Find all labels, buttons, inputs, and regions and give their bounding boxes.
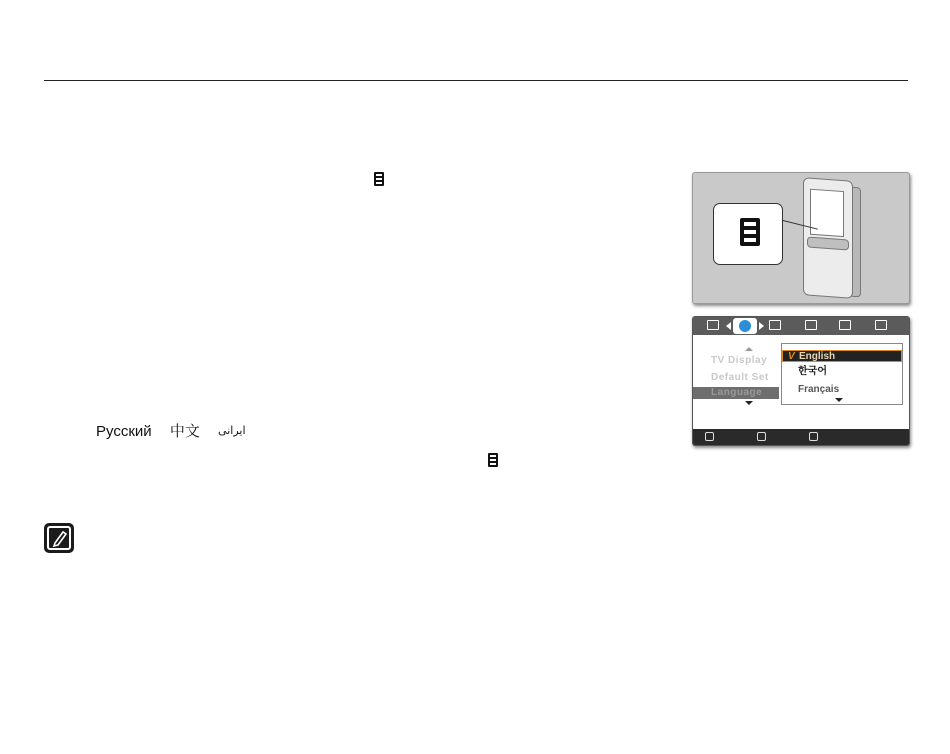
wide-icon [875, 320, 887, 330]
camera-buttons [807, 237, 849, 251]
language-examples [96, 420, 260, 441]
scroll-down-icon [745, 401, 753, 405]
camera-illustration [692, 172, 910, 304]
lcd-bottom-bar [693, 429, 909, 445]
menu-tab-bar [693, 317, 909, 335]
quality-icon [839, 320, 851, 330]
menu-item-tv-display: TV Display [711, 355, 768, 366]
header-rule [44, 80, 908, 81]
lcd-menu-screen [692, 316, 910, 446]
gear-icon [739, 320, 751, 332]
option-korean-label: 한국어 [798, 366, 827, 377]
language-chinese: 中文 [169, 423, 200, 440]
language-persian: ایرانی [218, 425, 246, 437]
check-mark-icon: V [788, 351, 795, 362]
move-icon [757, 432, 766, 441]
option-scroll-down-icon [835, 398, 843, 402]
note-icon [44, 523, 74, 553]
tab-left-arrow-icon [726, 322, 731, 330]
camera-screen [810, 189, 844, 237]
menu-item-language: Language [693, 387, 779, 399]
resolution-icon [805, 320, 817, 330]
select-icon [809, 432, 818, 441]
pencil-icon [49, 528, 71, 550]
option-korean [782, 366, 902, 378]
scene-icon [769, 320, 781, 330]
menu-item-default-set: Default Set [711, 372, 769, 383]
scroll-up-icon [745, 347, 753, 351]
camera-body [803, 177, 853, 298]
option-french [782, 384, 902, 396]
tab-right-arrow-icon [759, 322, 764, 330]
video-mode-icon [707, 320, 719, 330]
language-options-list [781, 343, 903, 405]
return-icon [705, 432, 714, 441]
menu-button-callout [713, 203, 783, 265]
option-english-label: English [799, 351, 836, 362]
option-french-label: Français [798, 384, 840, 395]
language-russian: Русский [96, 423, 152, 440]
settings-tab [733, 318, 757, 334]
option-english [782, 350, 902, 362]
